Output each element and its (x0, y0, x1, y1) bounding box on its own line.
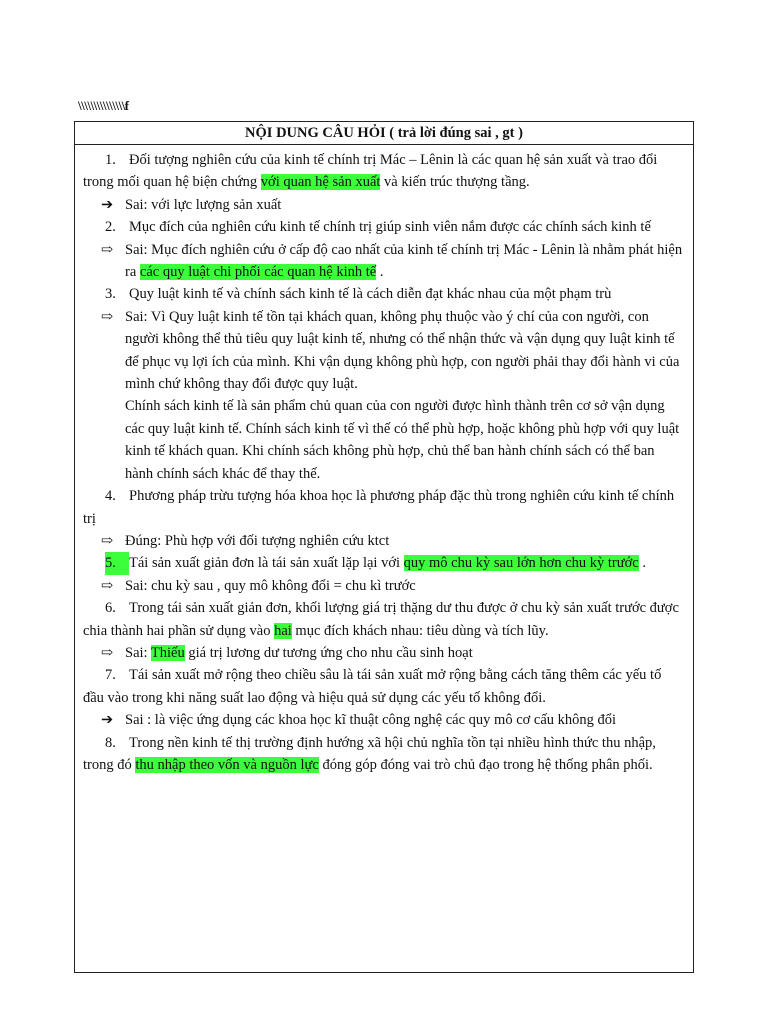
question-4: 4. Phương pháp trừu tượng hóa khoa học là phương pháp đặc thù trong nghiên cứu kinh tế chính trị (83, 485, 685, 530)
question-5: 5. Tái sản xuất giản đơn là tái sản xuất lặp lại với quy mô chu kỳ sau lớn hơn chu kỳ trước . (83, 552, 685, 574)
highlighted-text: thu nhập theo vốn và nguồn lực (135, 756, 319, 773)
question-1: 1. Đối tượng nghiên cứu của kinh tế chính trị Mác – Lênin là các quan hệ sản xuất và trao đổi trong mối quan hệ biện chứng với quan hệ sản xuất và kiến trúc thượng tầng. (83, 149, 685, 194)
question-number: 5. (105, 552, 129, 574)
table-header: NỘI DUNG CÂU HỎI ( trả lời đúng sai , gt ) (75, 122, 693, 145)
question-number: 4. (105, 488, 116, 505)
question-number: 8. (105, 734, 116, 751)
question-table (74, 121, 694, 973)
question-list (75, 145, 693, 776)
highlighted-text: với quan hệ sản xuất (260, 174, 381, 191)
question-number: 3. (105, 286, 116, 303)
answer-1: ➔ Sai: với lực lượng sản xuất (83, 194, 685, 216)
answer-6: ⇨ Sai: Thiếu giá trị lương dư tương ứng cho nhu cầu sinh hoạt (83, 642, 685, 664)
answer-7: ➔ Sai : là việc ứng dụng các khoa học kĩ thuật công nghệ các quy mô cơ cấu không đổi (83, 709, 685, 731)
outline-arrow-icon: ⇨ (101, 577, 114, 594)
question-number: 7. (105, 667, 116, 684)
question-number: 1. (105, 152, 116, 168)
question-8: 8. Trong nền kinh tế thị trường định hướng xã hội chủ nghĩa tồn tại nhiều hình thức thu nhập, trong đó thu nhập theo vốn và nguồn lực đóng góp đóng vai trò chủ đạo trong hệ thống phân phối. (83, 732, 685, 777)
outline-arrow-icon: ⇨ (101, 241, 114, 258)
outline-arrow-icon: ⇨ (101, 308, 114, 325)
bold-arrow-icon: ➔ (101, 712, 114, 729)
question-6: 6. Trong tái sản xuất giản đơn, khối lượng giá trị thặng dư thu được ở chu kỳ sản xuất trước được chia thành hai phần sử dụng vào hai mục đích khách nhau: tiêu dùng và tích lũy. (83, 597, 685, 642)
question-number: 2. (105, 219, 116, 236)
question-number: 6. (105, 600, 116, 617)
answer-2: ⇨ Sai: Mục đích nghiên cứu ở cấp độ cao nhất của kinh tế chính trị Mác - Lênin là nhằm phát hiện ra các quy luật chi phối các quan hệ kinh tế . (83, 239, 685, 284)
question-7: 7. Tái sản xuất mở rộng theo chiều sâu là tái sản xuất mở rộng bằng cách tăng thêm các yếu tố đầu vào trong khi năng suất lao động và hiệu quả sử dụng các yếu tố không đổi. (83, 664, 685, 709)
highlighted-text: hai (274, 622, 292, 639)
highlighted-text: Thiếu (150, 644, 185, 661)
answer-5: ⇨ Sai: chu kỳ sau , quy mô không đổi = chu kì trước (83, 575, 685, 597)
answer-3-continued: Chính sách kinh tế là sản phẩm chủ quan của con người được hình thành trên cơ sở vận dụng các quy luật kinh tế. Chính sách kinh tế vì thế có thể phù hợp, hoặc không phù hợp với quy luật kinh tế khách quan. Khi chính sách không phù hợp, chủ thể ban hành chính sách có thể ban hành chính sách khác để thay thế. (125, 398, 680, 482)
highlighted-text: các quy luật chi phối các quan hệ kinh tế (139, 264, 377, 281)
answer-4: ⇨ Đúng: Phù hợp với đối tượng nghiên cứu ktct (83, 530, 685, 552)
outline-arrow-icon: ⇨ (101, 532, 114, 549)
highlighted-text: quy mô chu kỳ sau lớn hơn chu kỳ trước (403, 555, 639, 572)
answer-3: ⇨ Sai: Vì Quy luật kinh tế tồn tại khách quan, không phụ thuộc vào ý chí của con người, con người không thể thủ tiêu quy luật kinh tế, nhưng có thể nhận thức và vận dụng quy luật kinh tế để phục vụ lợi ích của mình. Khi vận dụng không phù hợp, con người phải thay đổi hành vi của mình chứ không thay đổi được quy luật. (83, 306, 685, 396)
bold-arrow-icon: ➔ (101, 196, 114, 213)
page-marker: \\\\\\\\\\\\\\\f (78, 98, 129, 113)
question-3: 3. Quy luật kinh tế và chính sách kinh tế là cách diễn đạt khác nhau của một phạm trù (83, 283, 685, 305)
outline-arrow-icon: ⇨ (101, 644, 114, 661)
question-2: 2. Mục đích của nghiên cứu kinh tế chính trị giúp sinh viên nắm được các chính sách kinh tế (83, 216, 685, 238)
